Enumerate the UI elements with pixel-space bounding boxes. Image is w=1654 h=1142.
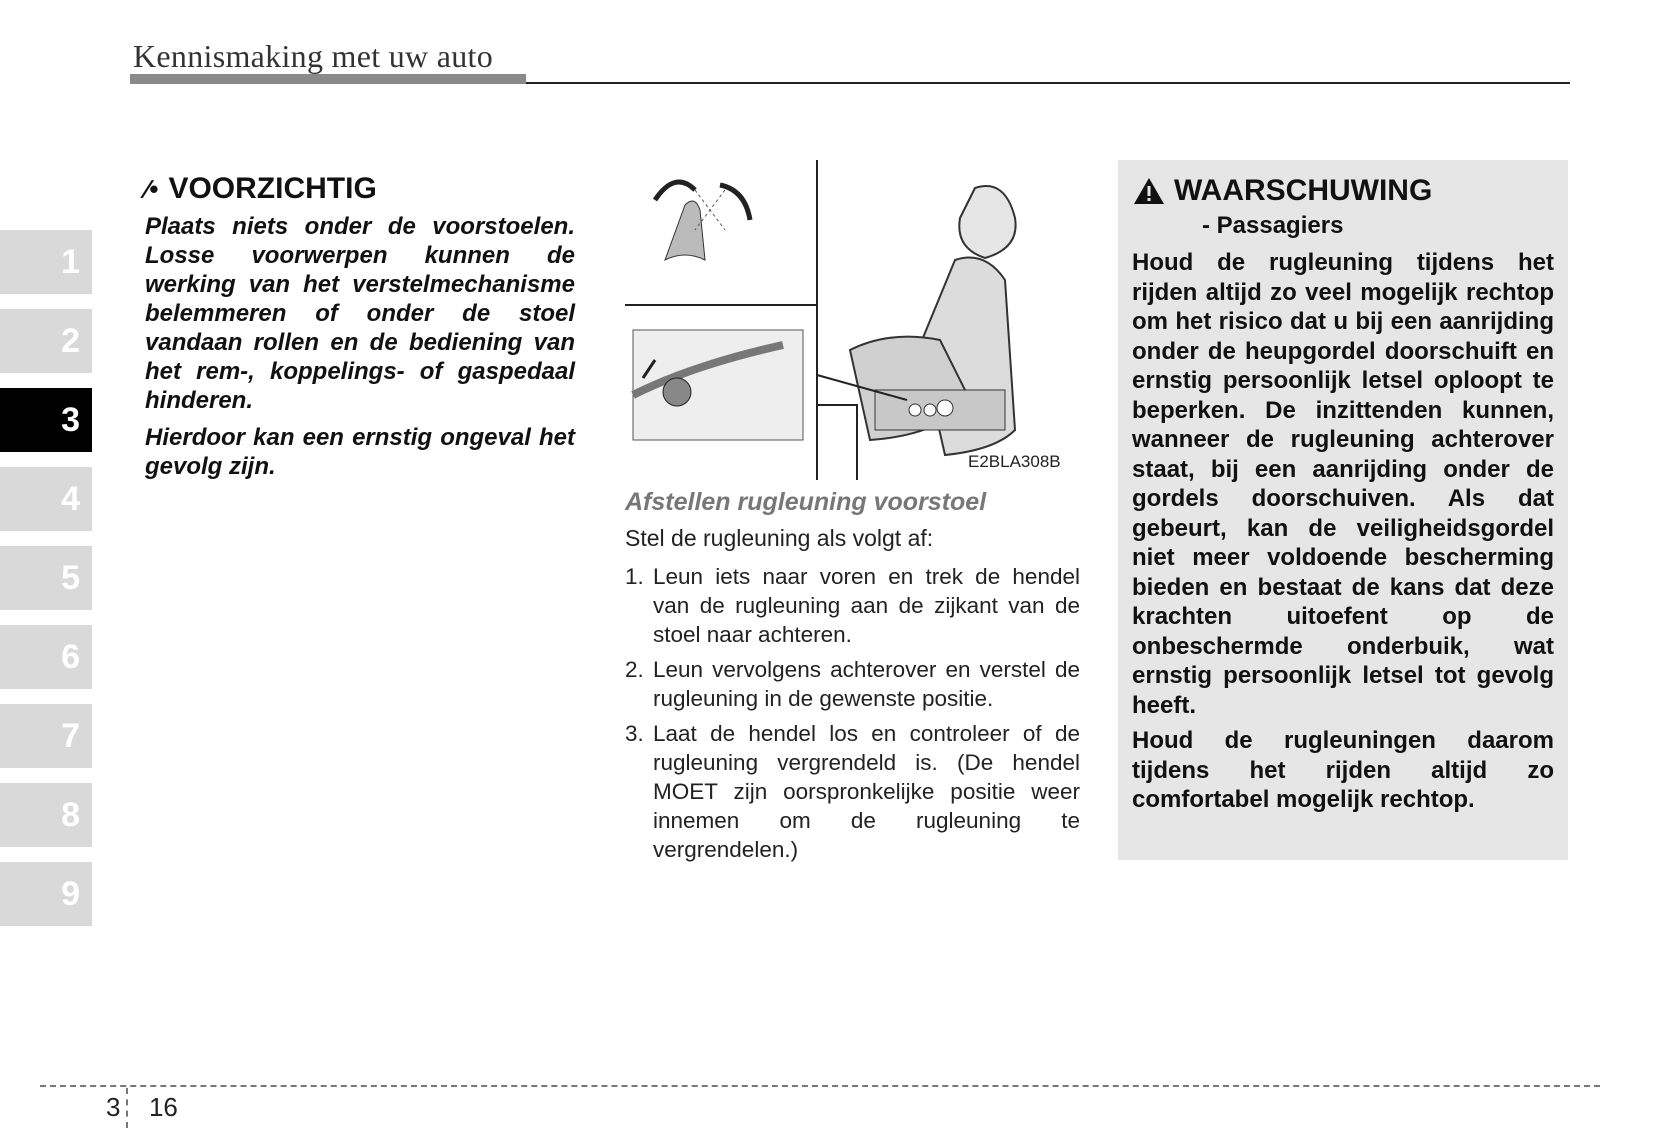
caution-heading (145, 172, 575, 206)
chapter-tab-6[interactable]: 6 (0, 625, 92, 689)
figure-code: E2BLA308B (968, 452, 1061, 471)
caution-paragraph: Hierdoor kan een ernstig ongeval het gevolg zijn. (145, 424, 575, 480)
warning-paragraph: Houd de rugleuningen daarom tijdens het rijden altijd zo comfortabel mogelijk rechtop. (1132, 727, 1554, 813)
warning-paragraph: Houd de rugleuning tijdens het rijden altijd zo veel mogelijk rechtop om het risico dat u bij een aanrijding onder de heupgordel doorschuift en ernstig persoonlijk letsel oploopt te beperken. De inzittenden kunnen, wanneer de rugleuning achterover staat, bij een aanrijding onder de gordels doorschuiven. Als dat gebeurt, kan de veiligheidsgordel niet meer voldoende bescherming bieden en bestaat de kans dat deze krachten uitoefent op de onbeschermde onderbuik, wat ernstig persoonlijk letsel tot gevolg heeft. (1132, 249, 1554, 719)
chapter-tab-1[interactable]: 1 (0, 230, 92, 294)
caution-box (145, 172, 575, 489)
caution-slash-icon: ∕• (145, 173, 159, 204)
caution-paragraph: Plaats niets onder de voorstoelen. Losse voorwerpen kunnen de werking van het verstelmechanisme belemmeren of onder de stoel vandaan rollen en de bediening van het rem-, koppelings- of gaspedaal hinderen. (145, 213, 575, 414)
list-item (625, 655, 1080, 713)
step-text: Leun iets naar voren en trek de hendel van de rugleuning aan de zijkant van de stoel naar achteren. (653, 564, 1080, 647)
chapter-tab-7[interactable]: 7 (0, 704, 92, 768)
page-header-title: Kennismaking met uw auto (133, 38, 494, 74)
step-number: 1. (625, 564, 644, 589)
step-text: Laat de hendel los en controleer of de rugleuning vergrendeld is. (De hendel MOET zijn oorspronkelijke positie weer innemen om de rugleuning te vergrendelen.) (653, 721, 1080, 862)
chapter-tab-5[interactable]: 5 (0, 546, 92, 610)
chapter-number: 3 (106, 1092, 121, 1122)
chapter-tab-2[interactable]: 2 (0, 309, 92, 373)
seat-diagram-icon (625, 160, 1065, 480)
chapter-tab-9[interactable]: 9 (0, 862, 92, 926)
chapter-tab-8[interactable]: 8 (0, 783, 92, 847)
chapter-tabs (0, 230, 92, 941)
step-text: Leun vervolgens achterover en verstel de rugleuning in de gewenste positie. (653, 657, 1080, 711)
caution-title: VOORZICHTIG (168, 172, 377, 205)
warning-triangle-icon (1132, 176, 1166, 206)
header-rule (526, 82, 1570, 84)
warning-box (1118, 160, 1568, 860)
section-intro: Stel de rugleuning als volgt af: (625, 525, 934, 551)
chapter-tab-3[interactable]: 3 (0, 388, 92, 452)
step-number: 3. (625, 721, 644, 746)
list-item (625, 719, 1080, 864)
chapter-tab-4[interactable]: 4 (0, 467, 92, 531)
warning-title: WAARSCHUWING (1174, 174, 1433, 207)
header-bar (130, 74, 526, 84)
backrest-section (625, 488, 1080, 870)
seat-illustration (625, 160, 1065, 480)
page-number (106, 1092, 178, 1123)
page-index: 16 (148, 1092, 178, 1122)
warning-subtitle: - Passagiers (1202, 212, 1344, 239)
footer-divider (40, 1085, 1600, 1087)
section-title: Afstellen rugleuning voorstoel (625, 488, 987, 516)
step-number: 2. (625, 657, 644, 682)
steps-list (625, 562, 1080, 864)
warning-heading (1132, 174, 1554, 208)
list-item (625, 562, 1080, 649)
